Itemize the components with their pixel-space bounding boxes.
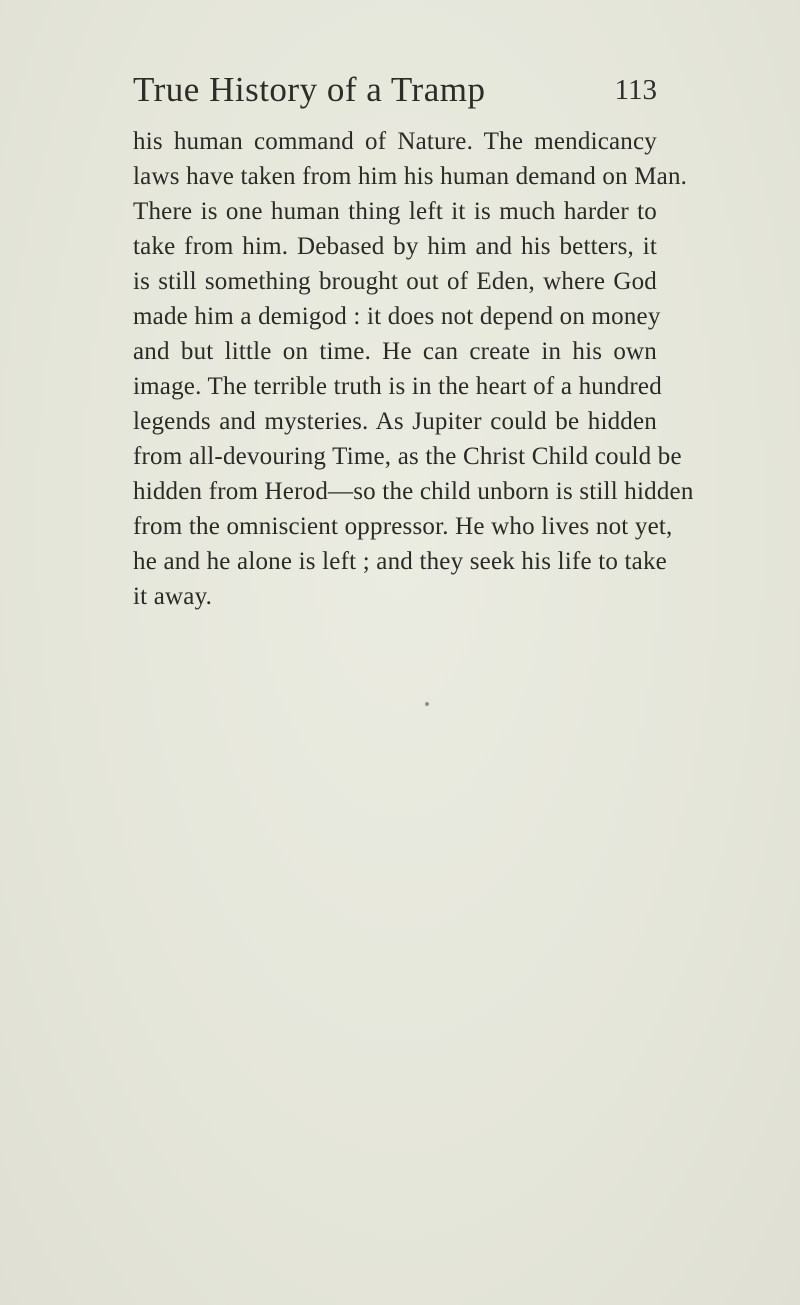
text-line: There is one human thing left it is much harder to xyxy=(133,198,657,225)
page-number: 113 xyxy=(614,74,657,106)
text-line: made him a demigod : it does not depend on money xyxy=(133,303,661,330)
text-line: image. The terrible truth is in the heart of a hundred xyxy=(133,373,662,400)
text-line: legends and mysteries. As Jupiter could be hidden xyxy=(133,408,657,435)
text-line-last: it away. xyxy=(133,583,213,610)
text-line: from the omniscient oppressor. He who lives not yet, xyxy=(133,513,673,540)
running-title: True History of a Tramp xyxy=(133,70,486,109)
text-line: and but little on time. He can create in his own xyxy=(133,338,657,365)
paper-speck xyxy=(425,702,429,706)
text-line: hidden from Herod—so the child unborn is still hidden xyxy=(133,478,694,505)
text-line: is still something brought out of Eden, where God xyxy=(133,268,657,295)
text-line: take from him. Debased by him and his betters, it xyxy=(133,233,657,260)
text-line: his human command of Nature. The mendicancy xyxy=(133,128,657,155)
text-line: he and he alone is left ; and they seek his life to take xyxy=(133,548,667,575)
running-head xyxy=(133,70,657,120)
text-line: laws have taken from him his human demand on Man. xyxy=(133,163,688,190)
text-line: from all-devouring Time, as the Christ Child could be xyxy=(133,443,682,470)
body-text xyxy=(133,124,694,614)
